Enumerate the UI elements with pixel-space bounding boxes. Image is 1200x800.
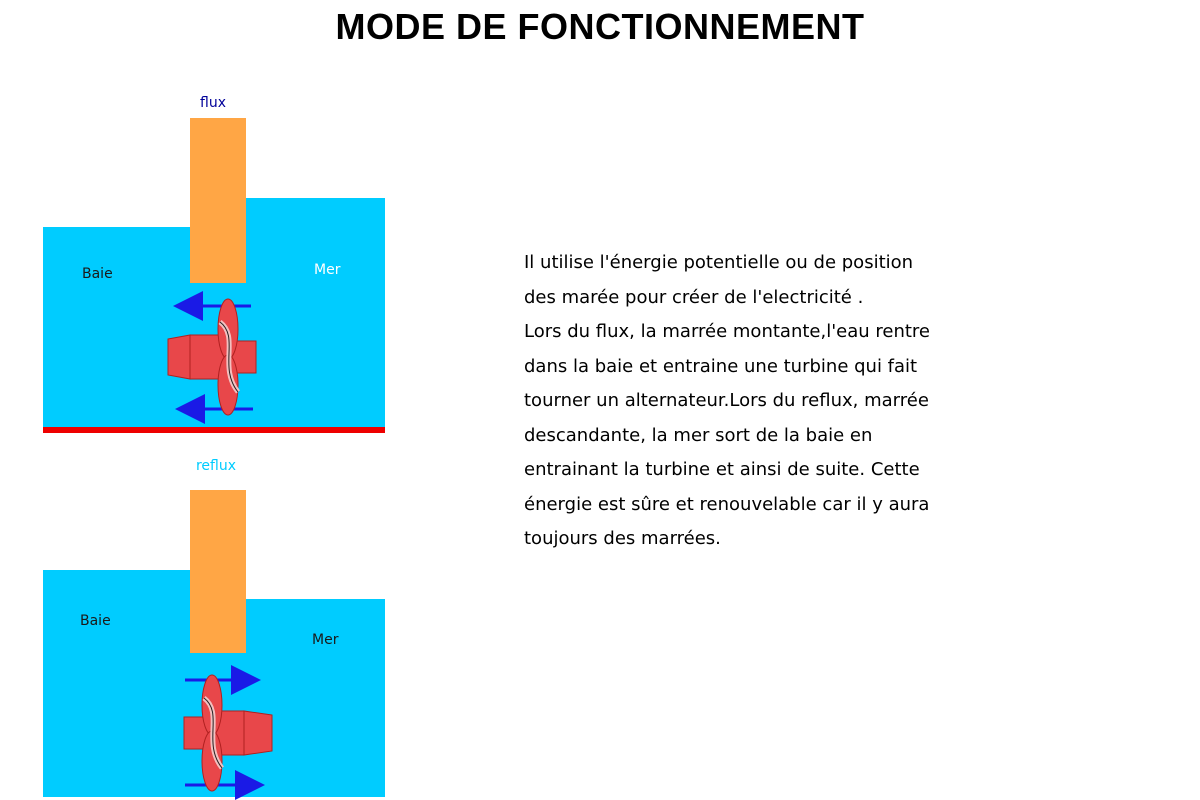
description-line: descandante, la mer sort de la baie en: [524, 424, 873, 446]
reflux-bay-label: Baie: [80, 613, 111, 629]
description-line: dans la baie et entraine une turbine qui fait: [524, 355, 918, 377]
description-line: entrainant la turbine et ainsi de suite. Cette: [524, 459, 920, 480]
reflux-dam: [190, 490, 246, 653]
description-line: Il utilise l'énergie potentielle ou de position: [524, 252, 914, 273]
reflux-sea-label: Mer: [312, 632, 339, 648]
description-line: tourner un alternateur.Lors du reflux, marrée: [524, 390, 929, 411]
page-title: MODE DE FONCTIONNEMENT: [335, 6, 865, 47]
flux-bay-label: Baie: [82, 266, 113, 282]
description-line: énergie est sûre et renouvelable car il y aura: [524, 493, 930, 515]
flux-label: flux: [200, 95, 226, 111]
flux-separator-line: [43, 427, 385, 433]
reflux-label: reflux: [195, 458, 237, 474]
flux-sea-label: Mer: [314, 262, 341, 278]
description-line: Lors du flux, la marrée montante,l'eau rentre: [524, 321, 931, 342]
flux-dam: [190, 118, 246, 283]
reflux-diagram: [43, 458, 385, 797]
description-line: des marée pour créer de l'electricité .: [524, 286, 864, 308]
flux-diagram: [43, 95, 385, 433]
description-line: toujours des marrées.: [524, 528, 721, 549]
description-text: [524, 246, 1124, 557]
